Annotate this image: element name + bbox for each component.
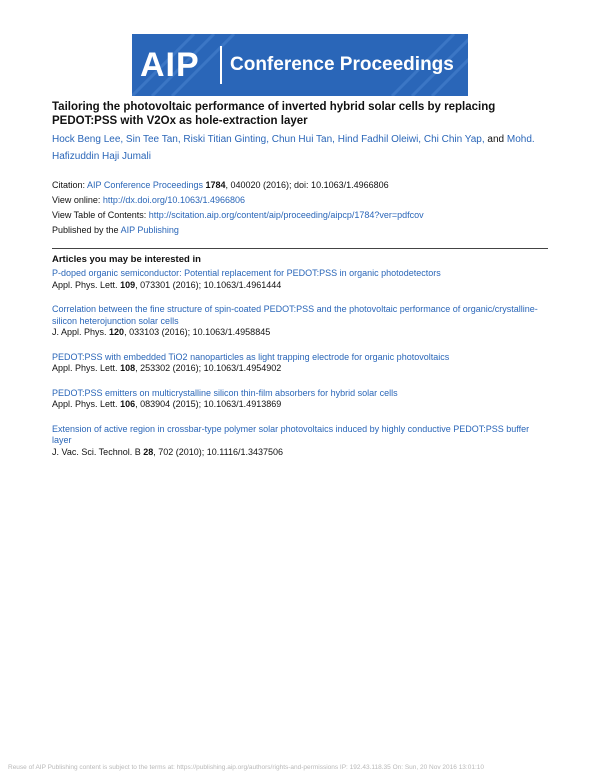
banner-divider (220, 46, 222, 84)
related-article-journal: J. Appl. Phys. (52, 327, 107, 337)
citation-row (52, 178, 552, 193)
related-article-journal: Appl. Phys. Lett. (52, 363, 118, 373)
related-article-details: , 073301 (2016); 10.1063/1.4961444 (135, 279, 282, 290)
related-article-citation (52, 327, 548, 339)
section-divider (52, 248, 548, 249)
related-article-details: , 083904 (2015); 10.1063/1.4913869 (135, 399, 282, 409)
related-article-title-link[interactable]: Correlation between the fine structure of spin-coated PEDOT:PSS and the photovoltaic performance of organic/crystalline-silicon heterojunction solar cells (52, 304, 538, 326)
related-article-details: , 253302 (2016); 10.1063/1.4954902 (135, 363, 282, 373)
related-article-details: , 033103 (2016); 10.1063/1.4958845 (124, 327, 271, 337)
related-article-title-link[interactable]: PEDOT:PSS with embedded TiO2 nanoparticles as light trapping electrode for organic photovoltaics (52, 351, 450, 362)
citation-journal-link[interactable]: AIP Conference Proceedings (87, 180, 203, 190)
related-article-volume: 109 (120, 279, 136, 290)
related-article (52, 304, 548, 339)
publisher-link[interactable]: AIP Publishing (120, 225, 179, 235)
view-online-label: View online: (52, 195, 101, 205)
citation-details: , 040020 (2016); doi: 10.1063/1.4966806 (225, 180, 389, 190)
author-line-1 (52, 131, 548, 148)
related-article-details: , 702 (2010); 10.1116/1.3437506 (153, 446, 284, 457)
citation-label: Citation: (52, 180, 86, 190)
table-of-contents-row (52, 208, 552, 223)
reuse-footer: Reuse of AIP Publishing content is subject to the terms at: https://publishing.aip.org/authors/rights-and-permissions IP: 192.43.118.35 On: Sun, 20 Nov 2016 13:01:10 (8, 764, 484, 771)
related-articles (52, 254, 548, 458)
author-line-2[interactable]: Hafizuddin Haji Jumali (52, 151, 151, 162)
related-article-title-link[interactable]: Extension of active region in crossbar-type polymer solar photovoltaics induced by highly conductive PEDOT:PSS buffer layer (52, 423, 530, 445)
article-title: Tailoring the photovoltaic performance of inverted hybrid solar cells by replacing PEDOT:PSS with V2Ox as hole-extraction layer (52, 101, 496, 127)
published-by-row (52, 223, 552, 238)
related-article-citation (52, 399, 548, 411)
related-article-journal: J. Vac. Sci. Technol. B (52, 446, 141, 457)
author-link-last-part[interactable]: Mohd. (506, 134, 535, 145)
related-article-title-link[interactable]: P-doped organic semiconductor: Potential replacement for PEDOT:PSS in organic photodetectors (52, 268, 441, 278)
banner-publication-name: Conference Proceedings (230, 54, 454, 75)
citation-volume: 1784 (205, 180, 226, 190)
toc-link[interactable]: http://scitation.aip.org/content/aip/proceeding/aipcp/1784?ver=pdfcov (148, 210, 424, 220)
related-article-title-link[interactable]: PEDOT:PSS emitters on multicrystalline silicon thin-film absorbers for hybrid solar cells (52, 387, 398, 398)
related-article-citation (52, 280, 548, 292)
related-article (52, 388, 548, 411)
aip-logo: AIP (140, 46, 200, 84)
view-online-row (52, 193, 552, 208)
related-articles-heading: Articles you may be interested in (52, 254, 201, 265)
related-article (52, 424, 548, 459)
aip-conference-proceedings-banner (132, 34, 468, 96)
related-article-citation (52, 363, 548, 375)
related-article-volume: 120 (109, 327, 125, 337)
published-label: Published by the (52, 225, 119, 235)
author-links[interactable]: Hock Beng Lee, Sin Tee Tan, Riski Titian Ginting, Chun Hui Tan, Hind Fadhil Oleiwi, Chi Chin Yap, (52, 134, 485, 145)
author-conjunction: and (487, 134, 505, 145)
view-online-link[interactable]: http://dx.doi.org/10.1063/1.4966806 (102, 195, 246, 205)
toc-label: View Table of Contents: (52, 210, 147, 220)
related-article-journal: Appl. Phys. Lett. (52, 399, 118, 409)
related-article (52, 268, 548, 291)
author-list (52, 131, 548, 165)
related-article-journal: Appl. Phys. Lett. (52, 279, 118, 290)
related-article (52, 352, 548, 375)
related-article-volume: 108 (120, 363, 136, 373)
related-article-volume: 28 (143, 446, 154, 457)
related-article-volume: 106 (120, 399, 136, 409)
related-article-citation (52, 447, 548, 459)
citation-block (52, 178, 552, 238)
